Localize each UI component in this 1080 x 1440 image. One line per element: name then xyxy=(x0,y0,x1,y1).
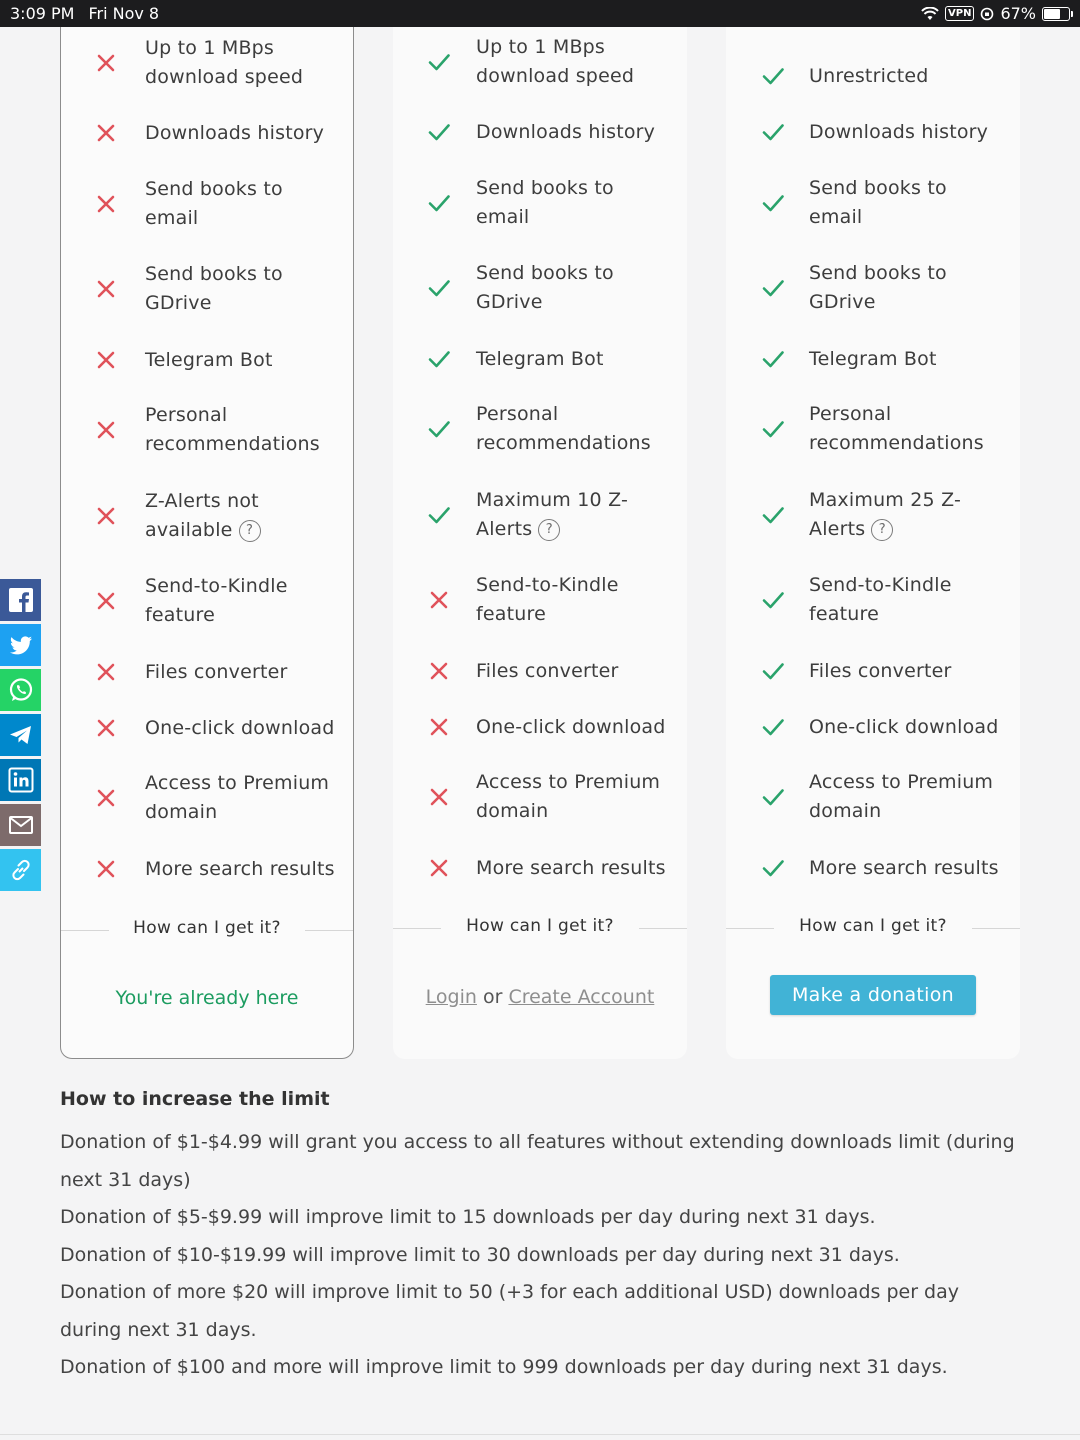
status-date: Fri Nov 8 xyxy=(88,4,160,23)
donation-tier-text: Donation of more $20 will improve limit to 50 (+3 for each additional USD) downloads per day during next 31 days. xyxy=(60,1281,960,1341)
check-icon xyxy=(761,659,785,683)
share-link-button[interactable] xyxy=(0,849,41,891)
email-icon xyxy=(8,812,34,838)
feature-label: Z-Alerts not available ? xyxy=(145,490,259,541)
donation-tiers xyxy=(60,1124,1020,1387)
how-to-get-label: How can I get it? xyxy=(799,916,947,936)
check-icon xyxy=(761,503,785,527)
share-linkedin-button[interactable] xyxy=(0,759,41,801)
cross-icon xyxy=(94,192,118,216)
check-icon xyxy=(427,276,451,300)
share-whatsapp-button[interactable] xyxy=(0,669,41,711)
check-icon xyxy=(761,120,785,144)
status-indicators xyxy=(921,4,1070,23)
check-icon xyxy=(761,276,785,300)
feature-label: Maximum 10 Z- Alerts ? xyxy=(476,489,629,540)
current-plan-label: You're already here xyxy=(115,987,299,1009)
increase-limit-section xyxy=(60,1084,1020,1387)
linkedin-icon xyxy=(8,767,34,793)
login-link[interactable]: Login xyxy=(425,986,477,1008)
cross-icon xyxy=(94,589,118,613)
feature-label: Files converter xyxy=(145,660,288,683)
feature-label: Personal recommendations xyxy=(145,404,320,455)
battery-icon xyxy=(1042,7,1070,21)
feature-label: Access to Premium domain xyxy=(809,771,994,822)
cross-icon xyxy=(94,418,118,442)
cross-icon xyxy=(427,588,451,612)
login-or-create xyxy=(393,986,687,1008)
feature-label: More search results xyxy=(476,856,666,879)
cross-icon xyxy=(94,504,118,528)
create-account-link[interactable]: Create Account xyxy=(508,986,655,1008)
help-icon[interactable]: ? xyxy=(239,520,261,542)
share-facebook-button[interactable] xyxy=(0,579,41,621)
wifi-icon xyxy=(921,7,939,21)
feature-label: Send books to email xyxy=(145,178,283,229)
check-icon xyxy=(761,64,785,88)
check-icon xyxy=(427,417,451,441)
or-label: or xyxy=(476,986,509,1008)
feature-label: Files converter xyxy=(809,659,952,682)
share-telegram-button[interactable] xyxy=(0,714,41,756)
share-twitter-button[interactable] xyxy=(0,624,41,666)
check-icon xyxy=(427,120,451,144)
share-email-button[interactable] xyxy=(0,804,41,846)
check-icon xyxy=(761,588,785,612)
feature-label: Send books to email xyxy=(476,177,614,228)
facebook-icon xyxy=(8,587,34,613)
section-title: How to increase the limit xyxy=(60,1088,330,1110)
status-bar xyxy=(0,0,1080,27)
twitter-icon xyxy=(8,632,34,658)
feature-label: Telegram Bot xyxy=(809,347,937,370)
make-donation-button[interactable]: Make a donation xyxy=(770,975,976,1015)
cross-icon xyxy=(94,786,118,810)
check-icon xyxy=(761,417,785,441)
feature-label: Maximum 25 Z- Alerts ? xyxy=(809,489,962,540)
check-icon xyxy=(761,191,785,215)
feature-label: Up to 1 MBps download speed xyxy=(476,36,635,87)
check-icon xyxy=(427,503,451,527)
donation-tier-text: Donation of $1-$4.99 will grant you access to all features without extending downloads limit (during next 31 days) xyxy=(60,1131,1015,1191)
donation-tier-text: Donation of $10-$19.99 will improve limit to 30 downloads per day during next 31 days. xyxy=(60,1243,900,1266)
orientation-lock-icon xyxy=(980,7,994,21)
cross-icon xyxy=(94,277,118,301)
feature-label: One-click download xyxy=(809,715,999,738)
cross-icon xyxy=(94,716,118,740)
plan-card-premium xyxy=(726,27,1020,1059)
feature-label: Send books to email xyxy=(809,177,947,228)
cross-icon xyxy=(94,51,118,75)
feature-label: Send books to GDrive xyxy=(809,262,947,313)
feature-label: One-click download xyxy=(476,715,666,738)
feature-label: Telegram Bot xyxy=(476,347,604,370)
feature-label: Unrestricted xyxy=(809,64,929,87)
check-icon xyxy=(761,856,785,880)
check-icon xyxy=(427,191,451,215)
cross-icon xyxy=(94,348,118,372)
feature-label: Access to Premium domain xyxy=(145,772,330,823)
feature-label: Downloads history xyxy=(145,121,325,144)
vpn-badge: VPN xyxy=(945,6,974,21)
check-icon xyxy=(761,347,785,371)
battery-percent: 67% xyxy=(1000,4,1036,23)
feature-label: Send-to-Kindle feature xyxy=(809,574,952,625)
status-time: 3:09 PM xyxy=(10,4,75,23)
how-to-get-label: How can I get it? xyxy=(466,916,614,936)
feature-label: Files converter xyxy=(476,659,619,682)
check-icon xyxy=(761,785,785,809)
feature-label: Send books to GDrive xyxy=(145,263,283,314)
cross-icon xyxy=(94,121,118,145)
feature-label: Send-to-Kindle feature xyxy=(476,574,619,625)
telegram-icon xyxy=(8,722,34,748)
cross-icon xyxy=(427,715,451,739)
feature-label: More search results xyxy=(145,857,335,880)
feature-label: Downloads history xyxy=(809,120,989,143)
cross-icon xyxy=(94,857,118,881)
feature-label: Personal recommendations xyxy=(809,403,984,454)
cross-icon xyxy=(427,659,451,683)
how-to-get-label: How can I get it? xyxy=(133,918,281,938)
cross-icon xyxy=(94,660,118,684)
help-icon[interactable]: ? xyxy=(538,519,560,541)
check-icon xyxy=(761,715,785,739)
donation-tier-text: Donation of $100 and more will improve limit to 999 downloads per day during next 31 days. xyxy=(60,1356,948,1378)
cross-icon xyxy=(427,856,451,880)
cross-icon xyxy=(427,785,451,809)
link-icon xyxy=(8,857,34,883)
feature-label: Send-to-Kindle feature xyxy=(145,575,288,626)
feature-label: Telegram Bot xyxy=(145,348,273,371)
plan-card-free xyxy=(60,27,354,1059)
feature-label: More search results xyxy=(809,856,999,879)
check-icon xyxy=(427,50,451,74)
help-icon[interactable]: ? xyxy=(871,519,893,541)
battery-level xyxy=(1044,9,1060,19)
footer-divider xyxy=(0,1434,1080,1435)
feature-label: Access to Premium domain xyxy=(476,771,661,822)
plan-card-registered xyxy=(393,27,687,1059)
feature-label: Send books to GDrive xyxy=(476,262,614,313)
feature-label: Personal recommendations xyxy=(476,403,651,454)
donation-tier-text: Donation of $5-$9.99 will improve limit to 15 downloads per day during next 31 days. xyxy=(60,1206,876,1228)
feature-label: Downloads history xyxy=(476,120,656,143)
feature-label: One-click download xyxy=(145,716,335,739)
feature-label: Up to 1 MBps download speed xyxy=(145,37,304,88)
whatsapp-icon xyxy=(8,677,34,703)
check-icon xyxy=(427,347,451,371)
